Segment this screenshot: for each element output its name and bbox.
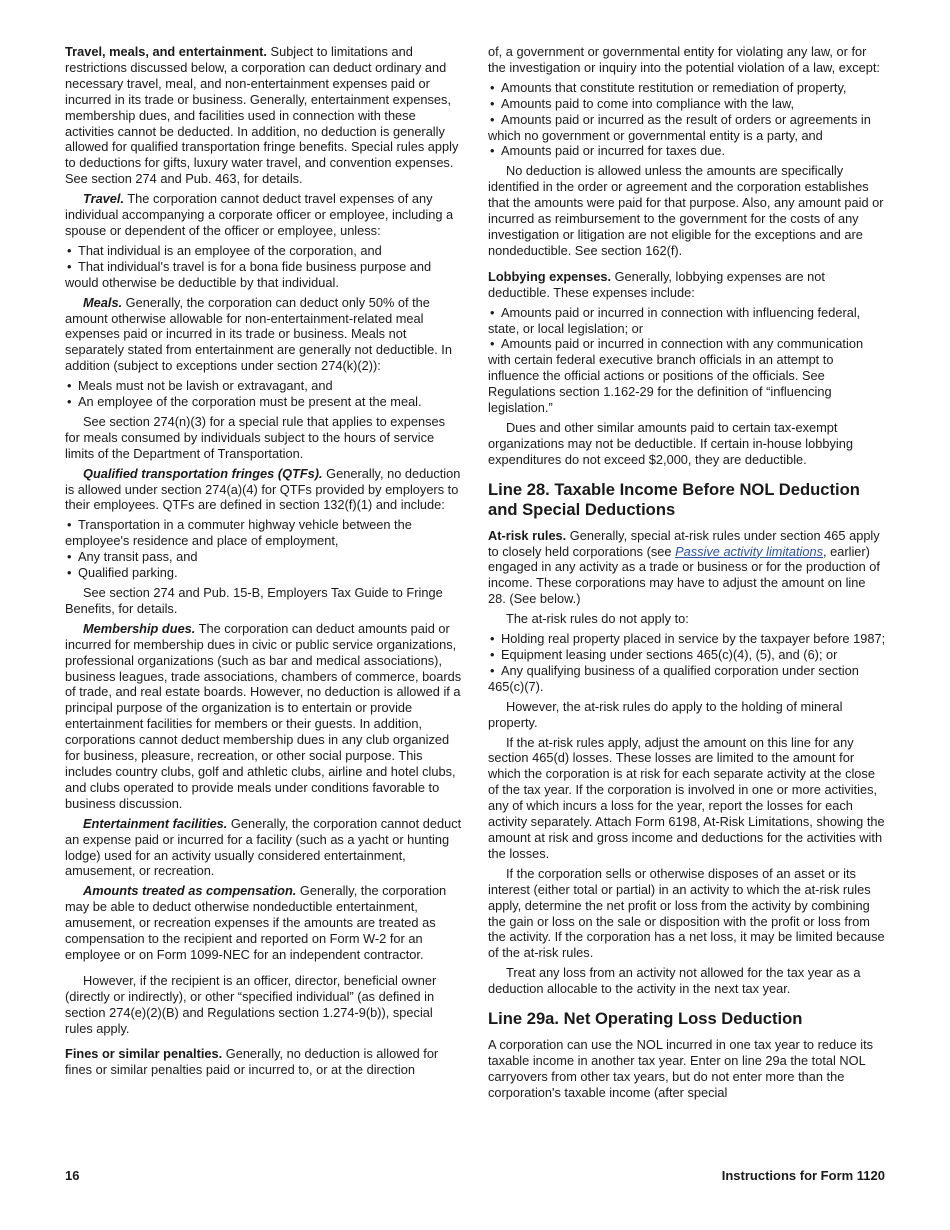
membership-heading: Membership dues.: [83, 620, 196, 636]
qtf-heading: Qualified transportation fringes (QTFs).: [83, 465, 323, 481]
membership-body: The corporation can deduct amounts paid or incurred for membership dues in civic or public service organizations, professional organizations (such as bar and medical associations), business leagues, trade associations, chambers of commerce, boards of trade, and real estate boards. However, no deduction is allowed if a principal purpose of the organization is to entertain or provide entertainment facilities for members or their guests. In addition, corporations cannot deduct membership dues in any club organized for business, pleasure, recreation, or other social purpose. This includes country clubs, golf and athletic clubs, airline and hotel clubs, and clubs operated to provide meals under conditions favorable to business discussion.: [65, 620, 462, 811]
meals-body: Generally, the corporation can deduct only 50% of the amount otherwise allowable for non-entertainment-related meal expenses paid or incurred in its trade or business. Meals not separately stated from entertainment are generally not deductible. In addition (subject to exceptions under section 274(k)(2)):: [65, 294, 452, 374]
list-item: • Transportation in a commuter highway vehicle between the employee's residence and place of employment,: [65, 517, 463, 549]
membership-paragraph: [65, 621, 463, 812]
compensation-note: However, if the recipient is an officer, director, beneficial owner (directly or indirectly), or other “specified individual” (as defined in section 274(e)(2)(B) and Regulations section 1.274-9(b)), special rules apply.: [65, 972, 437, 1036]
list-item: • That individual is an employee of the corporation, and: [65, 243, 463, 259]
lobbying-heading: Lobbying expenses.: [488, 268, 612, 284]
qtf-note: See section 274 and Pub. 15-B, Employers Tax Guide to Fringe Benefits, for details.: [65, 585, 443, 616]
fines-paragraph: [65, 1046, 463, 1078]
meals-note: See section 274(n)(3) for a special rule that applies to expenses for meals consumed by individuals subject to the hours of service limits of the Department of Transportation.: [65, 413, 446, 461]
meals-paragraph: [65, 295, 463, 375]
fines-heading: Fines or similar penalties.: [65, 1046, 223, 1062]
list-item: • Qualified parking.: [65, 565, 463, 581]
atrisk-adjust: If the at-risk rules apply, adjust the amount on this line for any section 465(d) losses. These losses are limited to the amount for which the corporation is at risk for each separate activity at the close of the tax year. If the corporation is involved in one or more activities, any of which incurs a loss for the year, report the losses for each activity separately. Attach Form 6198, At-Risk Limitations, showing the amount at risk and gross income and deductions for the activities with the losses.: [488, 734, 885, 861]
travel-bullets: [65, 243, 463, 291]
atrisk-heading: At-risk rules.: [488, 527, 567, 543]
atrisk-paragraph: [488, 528, 886, 608]
list-item: • Amounts paid or incurred as the result of orders or agreements in which no government or governmental entity is a party, and: [488, 112, 886, 144]
form-title: Instructions for Form 1120: [721, 1168, 885, 1183]
travel-paragraph: [65, 191, 463, 239]
atrisk-body-1: Generally, special at-risk rules under section 465 apply to closely held corporations (see: [488, 527, 880, 559]
compensation-paragraph: [65, 883, 463, 963]
fines-note: No deduction is allowed unless the amounts are specifically identified in the order or agreement and the corporation establishes that the amounts were paid for that purpose. Also, any amount paid or incurred as reimbursement to the government for the costs of any investigation or litigation are not eligible for the exceptions and are nondeductible. See section 162(f).: [488, 163, 884, 258]
lobbying-bullets: [488, 305, 886, 416]
travel-body: The corporation cannot deduct travel expenses of any individual accompanying a corporate officer or employee, including a spouse or dependent of the officer or employee, unless:: [65, 191, 454, 238]
list-item: • Any qualifying business of a qualified corporation under section 465(c)(7).: [488, 663, 886, 695]
qtf-body: Generally, no deduction is allowed under section 274(a)(4) for QTFs provided by employers to their employees. QTFs are defined in section 132(f)(1) and include:: [65, 465, 461, 513]
lobbying-body: Generally, lobbying expenses are not deductible. These expenses include:: [488, 268, 825, 300]
page-number: 16: [65, 1168, 80, 1183]
list-item: • That individual's travel is for a bona fide business purpose and would otherwise be deductible by that individual.: [65, 259, 463, 291]
compensation-body: Generally, the corporation may be able to deduct otherwise nondeductible entertainment, amusement, or recreation expenses if the amounts are treated as compensation to the recipient and reported on Form W-2 for an employee or on Form 1099-NEC for an independent contractor.: [65, 883, 447, 962]
meals-bullets: [65, 378, 463, 410]
travel-heading: Travel.: [83, 191, 125, 207]
compensation-heading: Amounts treated as compensation.: [83, 883, 297, 899]
entertainment-body: Generally, the corporation cannot deduct an expense paid or incurred for a facility (such as a yacht or hunting lodge) used for an activity usually considered entertainment, amusement, or recreation.: [65, 815, 462, 879]
list-item: • Meals must not be lavish or extravagant, and: [65, 378, 463, 394]
list-item: • An employee of the corporation must be present at the meal.: [65, 394, 463, 410]
line29a-heading: Line 29a. Net Operating Loss Deduction: [488, 1009, 803, 1029]
atrisk-mineral: However, the at-risk rules do apply to the holding of mineral property.: [488, 698, 843, 730]
line29a-body: A corporation can use the NOL incurred in one tax year to reduce its taxable income in another tax year. Enter on line 29a the total NOL carryovers from other tax years, but do not enter more than the corporation's taxable income (after special: [488, 1037, 874, 1100]
list-item: • Amounts that constitute restitution or remediation of property,: [488, 80, 886, 96]
fines-continued: of, a government or governmental entity for violating any law, or for the investigation or inquiry into the potential violation of a law, except:: [488, 44, 880, 75]
atrisk-dispose: If the corporation sells or otherwise disposes of an asset or its interest (either total or partial) in an activity to which the at-risk rules apply, determine the net profit or loss from the activity by combining the gain or loss on the sale or disposition with the profit or loss from the activity. If the corporation has a net loss, it may be limited because of the at-risk rules.: [488, 865, 885, 961]
list-item: • Holding real property placed in service by the taxpayer before 1987;: [488, 631, 886, 647]
atrisk-carryover: Treat any loss from an activity not allowed for the tax year as a deduction allocable to the activity in the next tax year.: [488, 965, 861, 997]
left-column: [65, 44, 463, 1082]
atrisk-not-apply: The at-risk rules do not apply to:: [506, 611, 689, 627]
qtf-bullets: [65, 517, 463, 581]
passive-activity-link[interactable]: Passive activity limitations: [675, 543, 823, 559]
list-item: • Amounts paid or incurred for taxes due.: [488, 143, 886, 159]
atrisk-bullets: [488, 631, 886, 695]
fines-bullets: [488, 80, 886, 160]
travel-meals-heading: Travel, meals, and entertainment.: [65, 44, 267, 59]
list-item: • Any transit pass, and: [65, 549, 463, 565]
meals-heading: Meals.: [83, 294, 123, 310]
right-column: [488, 44, 886, 1105]
list-item: • Amounts paid or incurred in connection with any communication with certain federal executive branch officials in an attempt to influence the official actions or positions of the officials. See Regulations section 1.162-29 for the definition of “influencing legislation.”: [488, 336, 886, 416]
travel-meals-body: Subject to limitations and restrictions discussed below, a corporation can deduct ordinary and necessary travel, meal, and non-entertainment expenses paid or incurred in its trade or business. Generally, entertainment expenses, membership dues, and facilities used in connection with these activities cannot be deducted. In addition, no deduction is generally allowed for qualified transportation fringe benefits. Special rules apply to deductions for gifts, luxury water travel, and convention expenses. See section 274 and Pub. 463, for details.: [65, 44, 459, 187]
entertainment-paragraph: [65, 816, 463, 880]
lobbying-note: Dues and other similar amounts paid to certain tax-exempt organizations may not be deductible. If certain in-house lobbying expenditures do not exceed $2,000, they are deductible.: [488, 419, 853, 467]
atrisk-body-2: , earlier) engaged in any activity as a trade or business or for the production of income. These corporations may have to adjust the amount on line 28. (See below.): [488, 543, 880, 607]
list-item: • Amounts paid to come into compliance with the law,: [488, 96, 886, 112]
lobbying-paragraph: [488, 269, 886, 301]
qtf-paragraph: [65, 466, 463, 514]
travel-meals-paragraph: [65, 44, 463, 187]
fines-body: Generally, no deduction is allowed for fines or similar penalties paid or incurred to, or at the direction: [65, 1046, 439, 1078]
list-item: • Equipment leasing under sections 465(c)(4), (5), and (6); or: [488, 647, 886, 663]
entertainment-heading: Entertainment facilities.: [83, 815, 228, 831]
line28-heading: Line 28. Taxable Income Before NOL Deduction and Special Deductions: [488, 479, 860, 519]
list-item: • Amounts paid or incurred in connection with influencing federal, state, or local legislation; or: [488, 305, 886, 337]
